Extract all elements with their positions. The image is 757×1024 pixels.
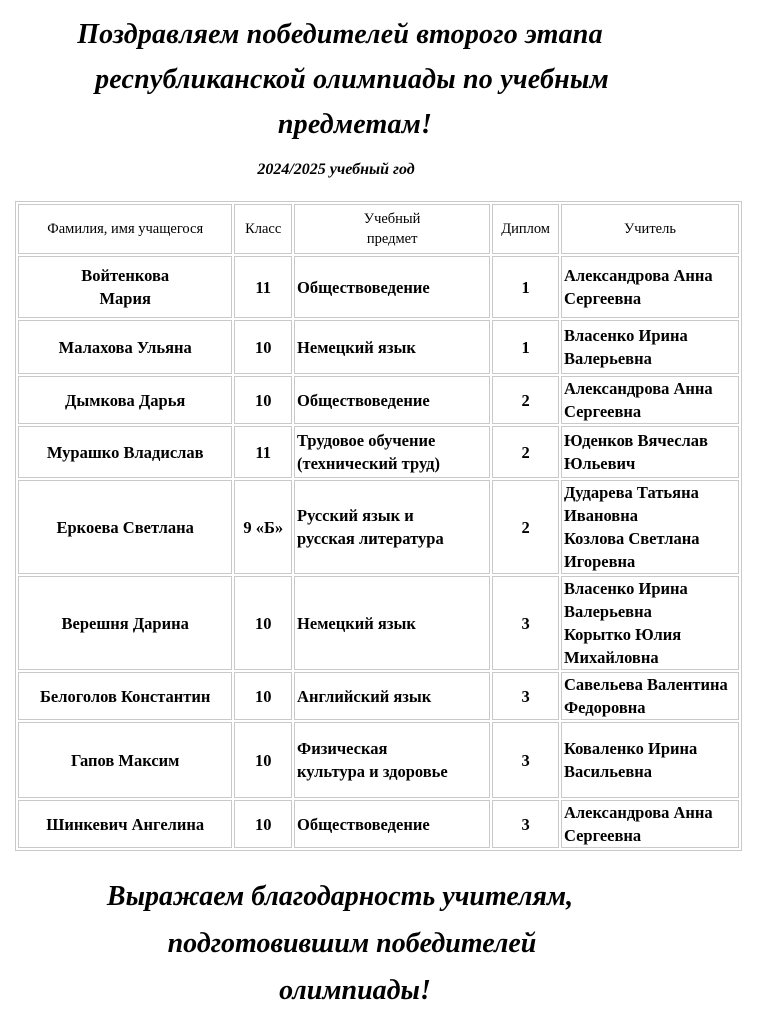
cell-diploma: 3 bbox=[492, 800, 559, 848]
cell-teacher-line: Юльевич bbox=[563, 454, 636, 473]
column-header-subject bbox=[294, 204, 490, 254]
school-year: 2024/2025 учебный год bbox=[257, 161, 415, 178]
cell-subject-line: культура и здоровье bbox=[297, 762, 448, 781]
footer-message bbox=[30, 873, 650, 1014]
cell-teacher bbox=[561, 376, 739, 424]
column-header-diploma: Диплом bbox=[492, 204, 559, 254]
cell-subject bbox=[294, 320, 490, 374]
cell-grade: 10 bbox=[234, 672, 292, 720]
cell-subject bbox=[294, 256, 490, 318]
table-row bbox=[18, 800, 739, 848]
cell-teacher-line: Савельева Валентина bbox=[563, 675, 728, 694]
table-row bbox=[18, 722, 739, 798]
cell-teacher-line: Дударева Татьяна bbox=[563, 483, 699, 502]
winners-table bbox=[15, 201, 742, 851]
cell-teacher-line: Сергеевна bbox=[563, 289, 642, 308]
cell-student-name bbox=[18, 320, 232, 374]
table-body bbox=[18, 256, 739, 848]
cell-student-name-line: Дымкова Дарья bbox=[65, 390, 186, 410]
cell-teacher-line: Ивановна bbox=[563, 506, 638, 525]
table-header bbox=[18, 204, 739, 254]
cell-student-name-line: Мария bbox=[99, 289, 151, 308]
cell-grade: 11 bbox=[234, 426, 292, 478]
cell-student-name bbox=[18, 426, 232, 478]
cell-subject bbox=[294, 800, 490, 848]
cell-subject bbox=[294, 722, 490, 798]
cell-student-name-line: Мурашко Владислав bbox=[46, 442, 204, 462]
cell-teacher bbox=[561, 256, 739, 318]
cell-diploma: 1 bbox=[492, 256, 559, 318]
cell-grade: 10 bbox=[234, 722, 292, 798]
cell-teacher bbox=[561, 480, 739, 574]
cell-student-name-line: Гапов Максим bbox=[70, 750, 180, 770]
cell-student-name bbox=[18, 800, 232, 848]
cell-student-name bbox=[18, 576, 232, 670]
footer-line-1: Выражаем благодарность учителям, bbox=[106, 881, 574, 912]
cell-teacher-line: Александрова Анна bbox=[563, 379, 713, 398]
cell-student-name bbox=[18, 722, 232, 798]
cell-subject-line: Русский язык и bbox=[297, 506, 414, 525]
table-row bbox=[18, 320, 739, 374]
table-row bbox=[18, 256, 739, 318]
cell-grade: 10 bbox=[234, 320, 292, 374]
cell-student-name bbox=[18, 480, 232, 574]
cell-student-name-line: Войтенкова bbox=[81, 266, 170, 285]
table-row bbox=[18, 376, 739, 424]
footer-line-3: олимпиады! bbox=[279, 975, 431, 1006]
cell-student-name-line: Шинкевич Ангелина bbox=[46, 814, 205, 834]
cell-student-name-line: Белоголов Константин bbox=[40, 686, 211, 706]
cell-teacher bbox=[561, 426, 739, 478]
cell-teacher-line: Козлова Светлана bbox=[563, 529, 700, 548]
cell-student-name-line: Верешня Дарина bbox=[61, 613, 189, 633]
cell-subject-line: Физическая bbox=[297, 739, 388, 758]
cell-grade: 9 «Б» bbox=[234, 480, 292, 574]
cell-subject bbox=[294, 480, 490, 574]
table-header-row bbox=[18, 204, 739, 254]
column-header-subject-line-2: предмет bbox=[366, 231, 418, 247]
cell-diploma: 3 bbox=[492, 672, 559, 720]
cell-subject bbox=[294, 376, 490, 424]
cell-subject-line: Обществоведение bbox=[297, 814, 430, 834]
cell-teacher-line: Корытко Юлия bbox=[563, 625, 682, 644]
column-header-subject-line-1: Учебный bbox=[363, 211, 421, 227]
page-title-line-2: республиканской олимпиады по учебным bbox=[95, 64, 609, 95]
table-row bbox=[18, 480, 739, 574]
table-row bbox=[18, 672, 739, 720]
page-title bbox=[30, 12, 650, 147]
cell-teacher-line: Валерьевна bbox=[563, 349, 652, 368]
page-title-line-1: Поздравляем победителей второго этапа bbox=[77, 19, 603, 50]
cell-student-name-line: Еркоева Светлана bbox=[56, 517, 194, 537]
cell-diploma: 3 bbox=[492, 722, 559, 798]
cell-teacher-line: Юденков Вячеслав bbox=[563, 431, 708, 450]
cell-subject bbox=[294, 672, 490, 720]
cell-teacher-line: Валерьевна bbox=[563, 602, 652, 621]
cell-grade: 10 bbox=[234, 576, 292, 670]
cell-teacher-line: Власенко Ирина bbox=[563, 326, 688, 345]
cell-teacher-line: Сергеевна bbox=[563, 826, 642, 845]
cell-teacher-line: Александрова Анна bbox=[563, 266, 713, 285]
cell-grade: 10 bbox=[234, 376, 292, 424]
page-title-line-3: предметам! bbox=[277, 109, 433, 140]
footer-line-2: подготовившим победителей bbox=[167, 928, 537, 959]
cell-teacher bbox=[561, 722, 739, 798]
cell-grade: 11 bbox=[234, 256, 292, 318]
cell-grade: 10 bbox=[234, 800, 292, 848]
cell-diploma: 3 bbox=[492, 576, 559, 670]
cell-subject bbox=[294, 576, 490, 670]
cell-teacher-line: Михайловна bbox=[563, 648, 659, 667]
cell-teacher-line: Власенко Ирина bbox=[563, 579, 688, 598]
cell-diploma: 2 bbox=[492, 376, 559, 424]
cell-teacher bbox=[561, 320, 739, 374]
cell-subject-line: Обществоведение bbox=[297, 390, 430, 410]
cell-teacher bbox=[561, 672, 739, 720]
cell-diploma: 2 bbox=[492, 480, 559, 574]
cell-subject-line: Немецкий язык bbox=[297, 613, 416, 633]
cell-subject-line: русская литература bbox=[297, 529, 444, 548]
column-header-grade: Класс bbox=[234, 204, 292, 254]
cell-student-name-line: Малахова Ульяна bbox=[58, 337, 192, 357]
cell-student-name bbox=[18, 376, 232, 424]
table-row bbox=[18, 426, 739, 478]
cell-diploma: 2 bbox=[492, 426, 559, 478]
table-row bbox=[18, 576, 739, 670]
cell-teacher-line: Васильевна bbox=[563, 762, 653, 781]
cell-subject bbox=[294, 426, 490, 478]
cell-subject-line: Английский язык bbox=[297, 686, 432, 706]
cell-subject-line: (технический труд) bbox=[297, 454, 441, 473]
cell-teacher-line: Александрова Анна bbox=[563, 803, 713, 822]
cell-diploma: 1 bbox=[492, 320, 559, 374]
cell-teacher bbox=[561, 800, 739, 848]
cell-student-name bbox=[18, 672, 232, 720]
cell-teacher-line: Сергеевна bbox=[563, 402, 642, 421]
cell-subject-line: Немецкий язык bbox=[297, 337, 416, 357]
cell-teacher-line: Игоревна bbox=[563, 552, 636, 571]
cell-teacher-line: Федоровна bbox=[563, 698, 646, 717]
cell-teacher-line: Коваленко Ирина bbox=[563, 739, 698, 758]
column-header-teacher: Учитель bbox=[561, 204, 739, 254]
cell-teacher bbox=[561, 576, 739, 670]
column-header-name: Фамилия, имя учащегося bbox=[18, 204, 232, 254]
cell-subject-line: Обществоведение bbox=[297, 277, 430, 297]
cell-student-name bbox=[18, 256, 232, 318]
cell-subject-line: Трудовое обучение bbox=[297, 431, 436, 450]
